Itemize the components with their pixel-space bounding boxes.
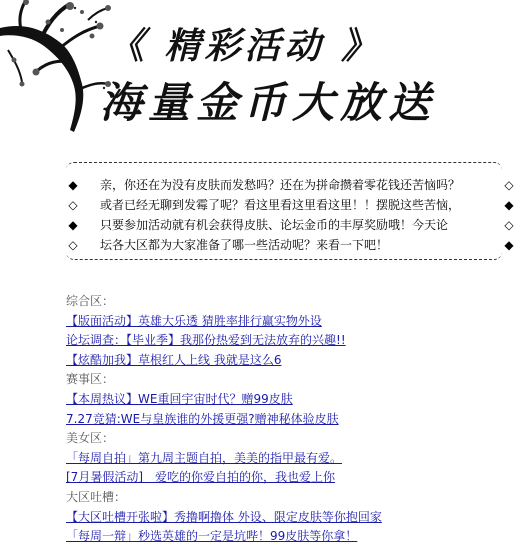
title-banner [0,0,509,145]
notice-text: 只要参加活动就有机会获得皮肤、论坛金币的丰厚奖励哦！今天论 [100,218,449,232]
activity-link[interactable]: 论坛调查：【毕业季】我那份热爱到无法放弃的兴趣!! [66,333,346,348]
diamond-bullet-icon: ◆ [68,218,78,232]
activity-link[interactable]: 【大区吐槽开张啦】秀撸啊撸体 外设、限定皮肤等你抱回家 [66,509,382,524]
diamond-bullet-icon: ◇ [504,178,514,192]
diamond-bullet-icon: ◇ [68,198,78,212]
activity-link[interactable]: [7月暑假活动] 爱吃的你爱自拍的你，我也爱上你 [66,470,335,485]
diamond-bullet-icon: ◇ [504,218,514,232]
section-heading: 美女区： [66,431,115,446]
activity-link[interactable]: 7.27竞猜:WE与皇族谁的外援更强?赠神秘体验皮肤 [66,411,339,426]
diamond-bullet-icon: ◆ [68,178,78,192]
activity-link[interactable]: 【炫酷加我】草根红人上线 我就是这么6 [66,352,282,367]
diamond-bullet-icon: ◆ [504,238,514,252]
diamond-bullet-icon: ◇ [68,238,78,252]
section-heading: 大区吐槽： [66,489,127,504]
activity-link[interactable]: 【版面活动】英雄大乐透 猜胜率排行赢实物外设 [66,313,322,328]
notice-box [66,162,514,260]
event-subtitle: 海量金币大放送 [100,78,437,127]
event-title: 《 精彩活动 》 [108,25,382,67]
diamond-bullet-icon: ◆ [504,198,514,212]
activity-link[interactable]: 【本周热议】WE重回宇宙时代？赠99皮肤 [66,391,293,406]
activity-list [66,292,506,547]
notice-text: 坛各大区都为大家准备了哪一些活动呢？来看一下吧！ [100,238,389,252]
activity-link[interactable]: 「每周自拍」第九周主题自拍，美美的指甲最有爱。 [66,450,343,465]
section-heading: 赛事区： [66,372,115,387]
activity-link[interactable]: 「每周一辩」秒选英雄的一定是坑哔！99皮肤等你拿！ [66,529,358,544]
notice-text: 或者已经无聊到发霉了呢？看这里看这里看这里！！摆脱这些苦恼， [100,198,461,212]
notice-text: 亲，你还在为没有皮肤而发愁吗？还在为拼命攒着零花钱还苦恼吗？ [100,178,461,192]
section-heading: 综合区： [66,294,115,308]
